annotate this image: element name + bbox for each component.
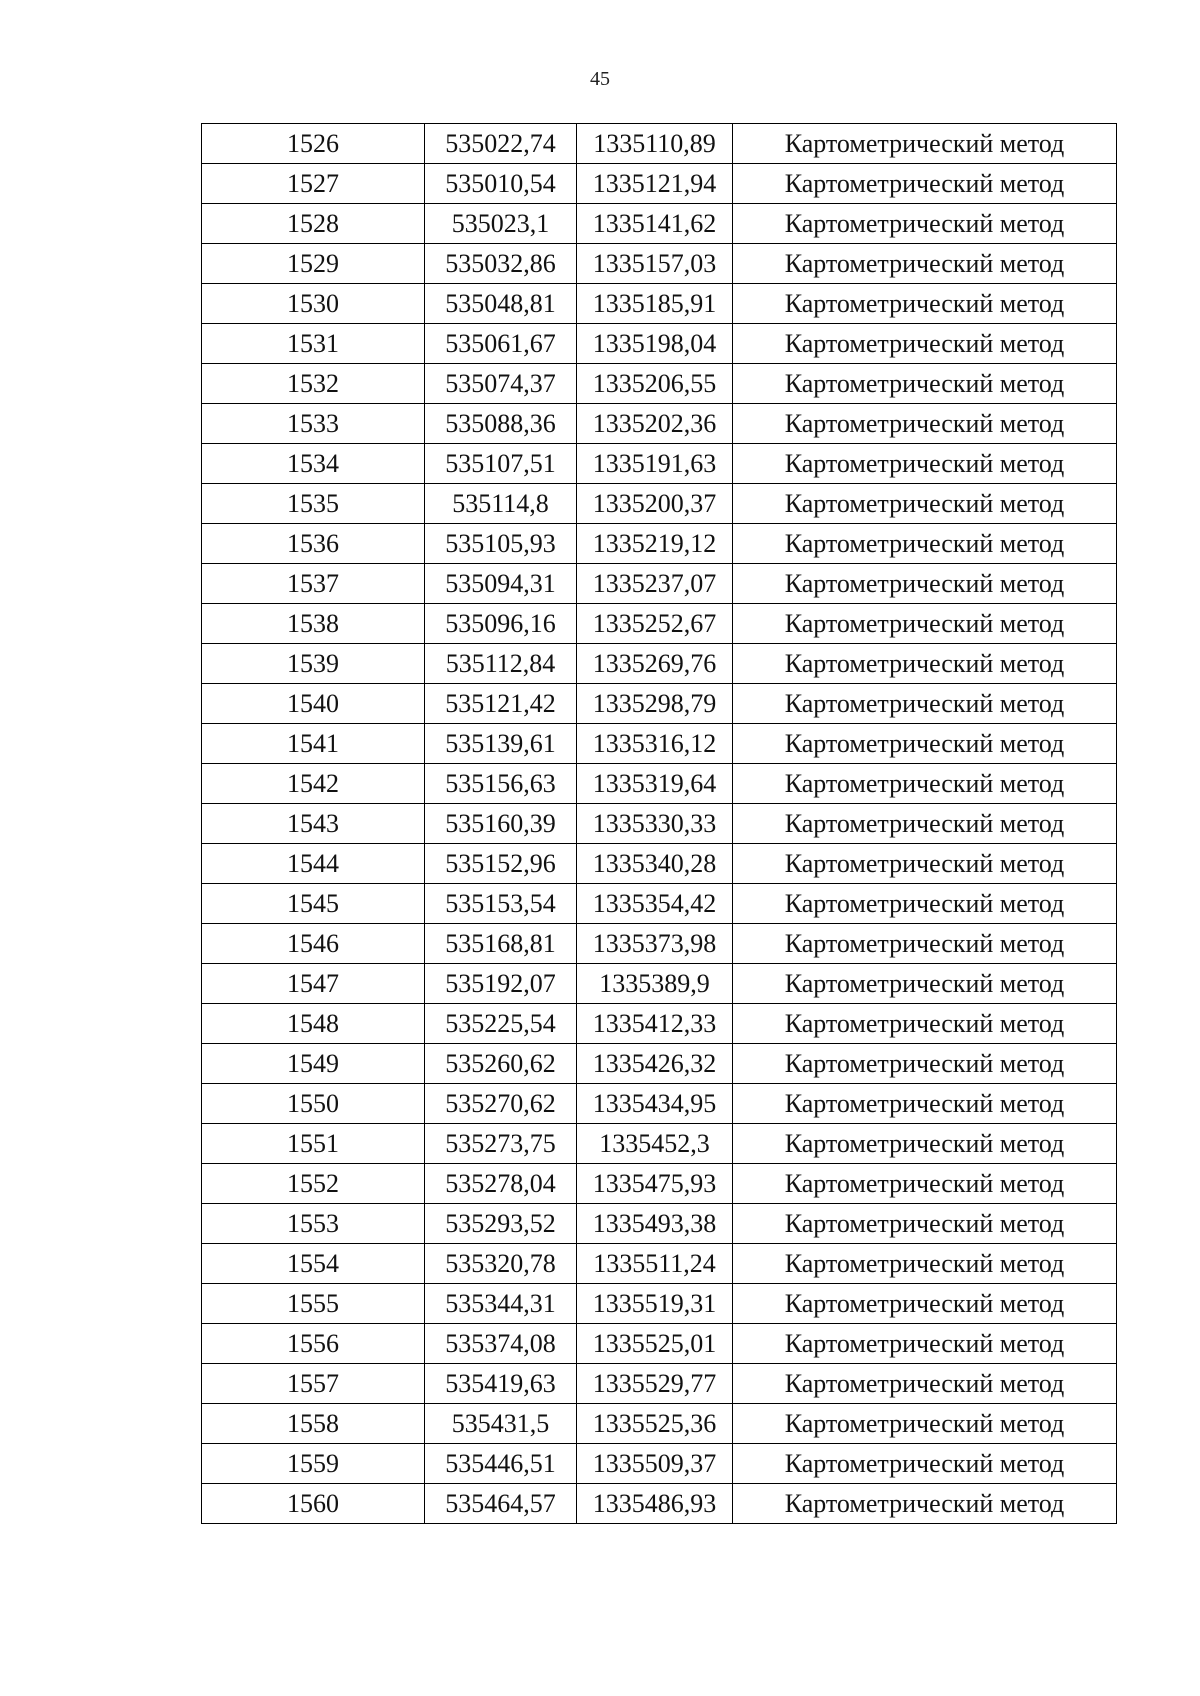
point-number-cell: 1531 <box>202 324 425 364</box>
table-row <box>202 244 1117 284</box>
table-row <box>202 364 1117 404</box>
point-number-cell: 1552 <box>202 1164 425 1204</box>
y-coordinate-cell: 1335486,93 <box>577 1484 733 1524</box>
table-row <box>202 724 1117 764</box>
point-number-cell: 1528 <box>202 204 425 244</box>
point-number-cell: 1536 <box>202 524 425 564</box>
x-coordinate-cell: 535088,36 <box>425 404 577 444</box>
x-coordinate-cell: 535074,37 <box>425 364 577 404</box>
y-coordinate-cell: 1335340,28 <box>577 844 733 884</box>
point-number-cell: 1546 <box>202 924 425 964</box>
table-row <box>202 564 1117 604</box>
table-row <box>202 924 1117 964</box>
x-coordinate-cell: 535419,63 <box>425 1364 577 1404</box>
y-coordinate-cell: 1335330,33 <box>577 804 733 844</box>
method-cell: Картометрический метод <box>733 724 1117 764</box>
x-coordinate-cell: 535320,78 <box>425 1244 577 1284</box>
y-coordinate-cell: 1335412,33 <box>577 1004 733 1044</box>
y-coordinate-cell: 1335191,63 <box>577 444 733 484</box>
table-row <box>202 884 1117 924</box>
x-coordinate-cell: 535431,5 <box>425 1404 577 1444</box>
table-row <box>202 844 1117 884</box>
x-coordinate-cell: 535225,54 <box>425 1004 577 1044</box>
method-cell: Картометрический метод <box>733 124 1117 164</box>
table-row <box>202 764 1117 804</box>
x-coordinate-cell: 535061,67 <box>425 324 577 364</box>
x-coordinate-cell: 535374,08 <box>425 1324 577 1364</box>
table-row <box>202 684 1117 724</box>
point-number-cell: 1544 <box>202 844 425 884</box>
x-coordinate-cell: 535152,96 <box>425 844 577 884</box>
method-cell: Картометрический метод <box>733 924 1117 964</box>
x-coordinate-cell: 535446,51 <box>425 1444 577 1484</box>
point-number-cell: 1540 <box>202 684 425 724</box>
point-number-cell: 1543 <box>202 804 425 844</box>
method-cell: Картометрический метод <box>733 1164 1117 1204</box>
y-coordinate-cell: 1335525,36 <box>577 1404 733 1444</box>
x-coordinate-cell: 535464,57 <box>425 1484 577 1524</box>
method-cell: Картометрический метод <box>733 364 1117 404</box>
y-coordinate-cell: 1335389,9 <box>577 964 733 1004</box>
x-coordinate-cell: 535270,62 <box>425 1084 577 1124</box>
method-cell: Картометрический метод <box>733 1364 1117 1404</box>
method-cell: Картометрический метод <box>733 964 1117 1004</box>
y-coordinate-cell: 1335475,93 <box>577 1164 733 1204</box>
method-cell: Картометрический метод <box>733 284 1117 324</box>
x-coordinate-cell: 535260,62 <box>425 1044 577 1084</box>
point-number-cell: 1547 <box>202 964 425 1004</box>
table-row <box>202 1164 1117 1204</box>
table-row <box>202 444 1117 484</box>
method-cell: Картометрический метод <box>733 444 1117 484</box>
method-cell: Картометрический метод <box>733 1244 1117 1284</box>
y-coordinate-cell: 1335121,94 <box>577 164 733 204</box>
method-cell: Картометрический метод <box>733 1444 1117 1484</box>
x-coordinate-cell: 535278,04 <box>425 1164 577 1204</box>
table-row <box>202 964 1117 1004</box>
y-coordinate-cell: 1335219,12 <box>577 524 733 564</box>
point-number-cell: 1539 <box>202 644 425 684</box>
x-coordinate-cell: 535156,63 <box>425 764 577 804</box>
table-row <box>202 604 1117 644</box>
point-number-cell: 1551 <box>202 1124 425 1164</box>
table-row <box>202 1084 1117 1124</box>
point-number-cell: 1529 <box>202 244 425 284</box>
x-coordinate-cell: 535032,86 <box>425 244 577 284</box>
table-row <box>202 1124 1117 1164</box>
x-coordinate-cell: 535022,74 <box>425 124 577 164</box>
table-row <box>202 1284 1117 1324</box>
y-coordinate-cell: 1335434,95 <box>577 1084 733 1124</box>
y-coordinate-cell: 1335319,64 <box>577 764 733 804</box>
x-coordinate-cell: 535344,31 <box>425 1284 577 1324</box>
point-number-cell: 1559 <box>202 1444 425 1484</box>
point-number-cell: 1535 <box>202 484 425 524</box>
method-cell: Картометрический метод <box>733 404 1117 444</box>
y-coordinate-cell: 1335269,76 <box>577 644 733 684</box>
y-coordinate-cell: 1335157,03 <box>577 244 733 284</box>
method-cell: Картометрический метод <box>733 524 1117 564</box>
table-body <box>202 124 1117 1524</box>
method-cell: Картометрический метод <box>733 564 1117 604</box>
y-coordinate-cell: 1335354,42 <box>577 884 733 924</box>
x-coordinate-cell: 535160,39 <box>425 804 577 844</box>
x-coordinate-cell: 535010,54 <box>425 164 577 204</box>
x-coordinate-cell: 535105,93 <box>425 524 577 564</box>
method-cell: Картометрический метод <box>733 164 1117 204</box>
point-number-cell: 1553 <box>202 1204 425 1244</box>
point-number-cell: 1530 <box>202 284 425 324</box>
method-cell: Картометрический метод <box>733 604 1117 644</box>
point-number-cell: 1532 <box>202 364 425 404</box>
point-number-cell: 1556 <box>202 1324 425 1364</box>
method-cell: Картометрический метод <box>733 1284 1117 1324</box>
method-cell: Картометрический метод <box>733 1324 1117 1364</box>
x-coordinate-cell: 535192,07 <box>425 964 577 1004</box>
y-coordinate-cell: 1335493,38 <box>577 1204 733 1244</box>
point-number-cell: 1555 <box>202 1284 425 1324</box>
y-coordinate-cell: 1335373,98 <box>577 924 733 964</box>
page-number: 45 <box>590 68 610 90</box>
table-row <box>202 404 1117 444</box>
x-coordinate-cell: 535153,54 <box>425 884 577 924</box>
table-row <box>202 484 1117 524</box>
x-coordinate-cell: 535273,75 <box>425 1124 577 1164</box>
method-cell: Картометрический метод <box>733 1044 1117 1084</box>
x-coordinate-cell: 535121,42 <box>425 684 577 724</box>
method-cell: Картометрический метод <box>733 804 1117 844</box>
y-coordinate-cell: 1335452,3 <box>577 1124 733 1164</box>
table-row <box>202 1244 1117 1284</box>
table-row <box>202 804 1117 844</box>
x-coordinate-cell: 535112,84 <box>425 644 577 684</box>
method-cell: Картометрический метод <box>733 884 1117 924</box>
y-coordinate-cell: 1335509,37 <box>577 1444 733 1484</box>
table-row <box>202 524 1117 564</box>
method-cell: Картометрический метод <box>733 1204 1117 1244</box>
method-cell: Картометрический метод <box>733 644 1117 684</box>
method-cell: Картометрический метод <box>733 1124 1117 1164</box>
point-number-cell: 1542 <box>202 764 425 804</box>
y-coordinate-cell: 1335252,67 <box>577 604 733 644</box>
y-coordinate-cell: 1335237,07 <box>577 564 733 604</box>
y-coordinate-cell: 1335511,24 <box>577 1244 733 1284</box>
table-row <box>202 124 1117 164</box>
point-number-cell: 1541 <box>202 724 425 764</box>
y-coordinate-cell: 1335206,55 <box>577 364 733 404</box>
point-number-cell: 1526 <box>202 124 425 164</box>
coordinates-table <box>201 123 1117 1524</box>
point-number-cell: 1548 <box>202 1004 425 1044</box>
method-cell: Картометрический метод <box>733 1084 1117 1124</box>
x-coordinate-cell: 535048,81 <box>425 284 577 324</box>
point-number-cell: 1560 <box>202 1484 425 1524</box>
table-row <box>202 1204 1117 1244</box>
y-coordinate-cell: 1335316,12 <box>577 724 733 764</box>
table-row <box>202 1324 1117 1364</box>
point-number-cell: 1558 <box>202 1404 425 1444</box>
point-number-cell: 1554 <box>202 1244 425 1284</box>
method-cell: Картометрический метод <box>733 204 1117 244</box>
x-coordinate-cell: 535096,16 <box>425 604 577 644</box>
x-coordinate-cell: 535094,31 <box>425 564 577 604</box>
y-coordinate-cell: 1335198,04 <box>577 324 733 364</box>
y-coordinate-cell: 1335110,89 <box>577 124 733 164</box>
method-cell: Картометрический метод <box>733 324 1117 364</box>
method-cell: Картометрический метод <box>733 684 1117 724</box>
point-number-cell: 1534 <box>202 444 425 484</box>
table-row <box>202 1484 1117 1524</box>
method-cell: Картометрический метод <box>733 764 1117 804</box>
method-cell: Картометрический метод <box>733 484 1117 524</box>
y-coordinate-cell: 1335519,31 <box>577 1284 733 1324</box>
point-number-cell: 1557 <box>202 1364 425 1404</box>
table-row <box>202 1044 1117 1084</box>
x-coordinate-cell: 535139,61 <box>425 724 577 764</box>
y-coordinate-cell: 1335525,01 <box>577 1324 733 1364</box>
table-row <box>202 644 1117 684</box>
y-coordinate-cell: 1335141,62 <box>577 204 733 244</box>
method-cell: Картометрический метод <box>733 1484 1117 1524</box>
method-cell: Картометрический метод <box>733 844 1117 884</box>
method-cell: Картометрический метод <box>733 1004 1117 1044</box>
point-number-cell: 1550 <box>202 1084 425 1124</box>
point-number-cell: 1527 <box>202 164 425 204</box>
y-coordinate-cell: 1335529,77 <box>577 1364 733 1404</box>
table-row <box>202 1364 1117 1404</box>
point-number-cell: 1549 <box>202 1044 425 1084</box>
point-number-cell: 1538 <box>202 604 425 644</box>
table-row <box>202 204 1117 244</box>
point-number-cell: 1545 <box>202 884 425 924</box>
y-coordinate-cell: 1335200,37 <box>577 484 733 524</box>
table-row <box>202 164 1117 204</box>
y-coordinate-cell: 1335426,32 <box>577 1044 733 1084</box>
method-cell: Картометрический метод <box>733 244 1117 284</box>
table-row <box>202 324 1117 364</box>
x-coordinate-cell: 535168,81 <box>425 924 577 964</box>
y-coordinate-cell: 1335298,79 <box>577 684 733 724</box>
point-number-cell: 1537 <box>202 564 425 604</box>
y-coordinate-cell: 1335185,91 <box>577 284 733 324</box>
table-row <box>202 284 1117 324</box>
y-coordinate-cell: 1335202,36 <box>577 404 733 444</box>
x-coordinate-cell: 535293,52 <box>425 1204 577 1244</box>
table-row <box>202 1444 1117 1484</box>
x-coordinate-cell: 535023,1 <box>425 204 577 244</box>
x-coordinate-cell: 535107,51 <box>425 444 577 484</box>
point-number-cell: 1533 <box>202 404 425 444</box>
table-row <box>202 1404 1117 1444</box>
method-cell: Картометрический метод <box>733 1404 1117 1444</box>
table-row <box>202 1004 1117 1044</box>
x-coordinate-cell: 535114,8 <box>425 484 577 524</box>
